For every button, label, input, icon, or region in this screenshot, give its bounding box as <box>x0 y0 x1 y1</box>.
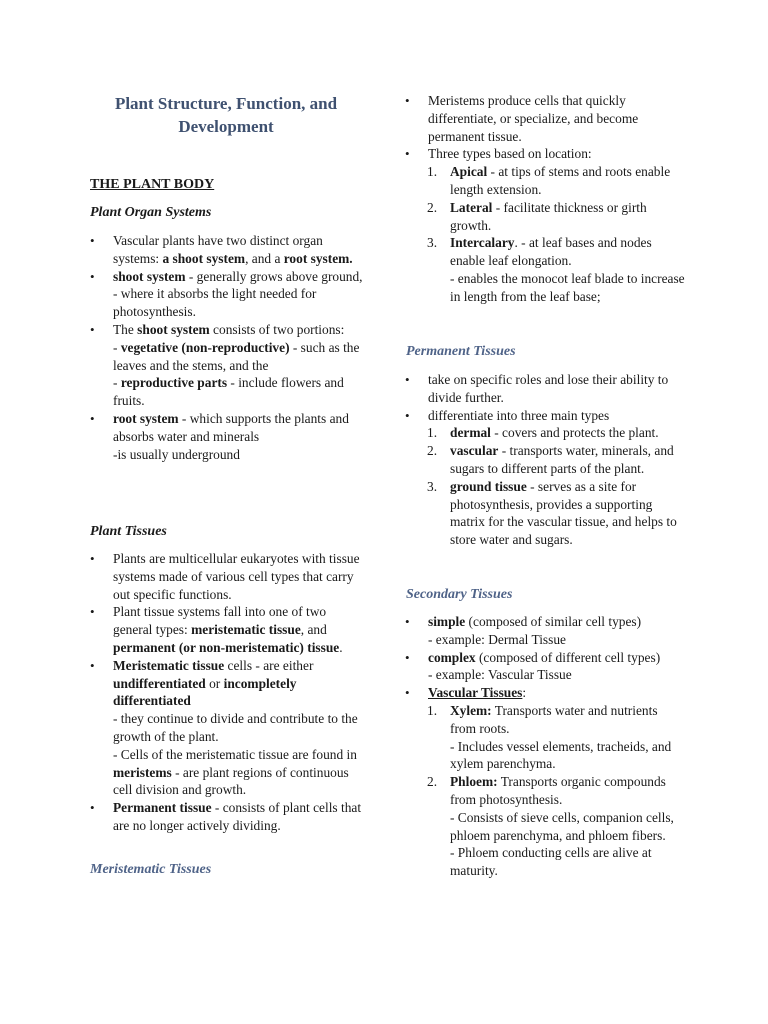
bullet-icon: • <box>405 649 410 665</box>
list-item: • Vascular Tissues: <box>405 685 527 701</box>
numbered-item: 1. Xylem: Transports water and nutrients from roots. - Includes vessel elements, tracheids, and xylem parenchyma. <box>427 702 672 772</box>
bullet-icon: • <box>405 93 410 108</box>
bullet-icon: • <box>90 604 95 620</box>
numbered-item: 2. vascular - transports water, minerals, and sugars to different parts of the plant. <box>427 443 674 476</box>
numbered-item: 3. Intercalary. - at leaf bases and nodes enable leaf elongation. - enables the monocot leaf blade to increase in length from the leaf base; <box>427 235 685 304</box>
bullet-icon: • <box>90 551 95 566</box>
numbered-item: 2. Phloem: Transports organic compounds from photosynthesis. - Consists of sieve cells, companion cells, phloem parenchyma, and phloem fibers. - Phloem conducting cells are alive at maturity. <box>427 774 674 879</box>
subheading-secondary-tissues: Secondary Tissues <box>406 587 513 602</box>
bullet-icon: • <box>90 657 95 673</box>
secondary-list <box>405 613 685 880</box>
list-item: • Three types based on location: <box>405 146 592 162</box>
list-item: • simple (composed of similar cell types) - example: Dermal Tissue <box>405 614 642 647</box>
list-item: • Vascular plants have two distinct organ systems: a shoot system, and a root system. <box>90 233 353 266</box>
bullet-icon: • <box>90 268 95 284</box>
bullet-icon: • <box>405 146 410 162</box>
list-item: • differentiate into three main types <box>405 407 610 423</box>
list-item: • The shoot system consists of two portions: - vegetative (non-reproductive) - such as the leaves and the stems, and the - reproductive parts - include flowers and fruits. <box>90 321 360 409</box>
numbered-item: 1. dermal - covers and protects the plant. <box>427 425 659 441</box>
list-item: • complex (composed of different cell types) - example: Vascular Tissue <box>405 649 661 683</box>
bullet-icon: • <box>90 410 95 426</box>
list-item: • Plant tissue systems fall into one of two general types: meristematic tissue, and permanent (or non-meristematic) tissue. <box>90 604 343 655</box>
numbered-item: 1. Apical - at tips of stems and roots enable length extension. <box>427 164 671 197</box>
subheading-permanent-tissues: Permanent Tissues <box>406 344 516 359</box>
subheading-organ-systems: Plant Organ Systems <box>90 205 212 220</box>
plant-tissues-list <box>90 550 365 835</box>
permanent-list <box>405 371 685 549</box>
subheading-meristematic-tissues: Meristematic Tissues <box>90 862 212 877</box>
subheading-plant-tissues: Plant Tissues <box>90 524 167 539</box>
bullet-icon: • <box>90 321 95 337</box>
meristem-list <box>405 92 685 306</box>
numbered-item: 3. ground tissue - serves as a site for photosynthesis, provides a supporting matrix for the vascular tissue, and helps to store water and sugars. <box>427 478 677 548</box>
list-item: • take on specific roles and lose their ability to divide further. <box>405 372 669 405</box>
list-item: • Meristems produce cells that quickly differentiate, or specialize, and become permanent tissue. <box>405 93 639 144</box>
document-title: Plant Structure, Function, and Development <box>114 94 338 136</box>
list-item: • shoot system - generally grows above ground, - where it absorbs the light needed for photosynthesis. <box>90 268 363 320</box>
bullet-icon: • <box>90 800 95 816</box>
section-heading-plant-body: THE PLANT BODY <box>90 177 215 192</box>
bullet-icon: • <box>405 372 410 387</box>
organ-systems-list <box>90 232 365 463</box>
numbered-item: 2. Lateral - facilitate thickness or girth growth. <box>427 199 647 233</box>
list-item: • root system - which supports the plants and absorbs water and minerals -is usually underground <box>90 410 349 462</box>
bullet-icon: • <box>405 407 410 423</box>
list-item: • Permanent tissue - consists of plant cells that are no longer actively dividing. <box>90 800 362 833</box>
bullet-icon: • <box>405 685 410 701</box>
bullet-icon: • <box>405 614 410 629</box>
bullet-icon: • <box>90 233 95 248</box>
list-item: • Meristematic tissue cells - are either undifferentiated or incompletely differentiated - they continue to divide and contribute to the growth of the plant. - Cells of the meristematic tissue are found in meristems - are plant regions of continuous cell division and growth. <box>90 657 358 798</box>
list-item: • Plants are multicellular eukaryotes with tissue systems made of various cell types that carry out specific functions. <box>90 551 360 602</box>
